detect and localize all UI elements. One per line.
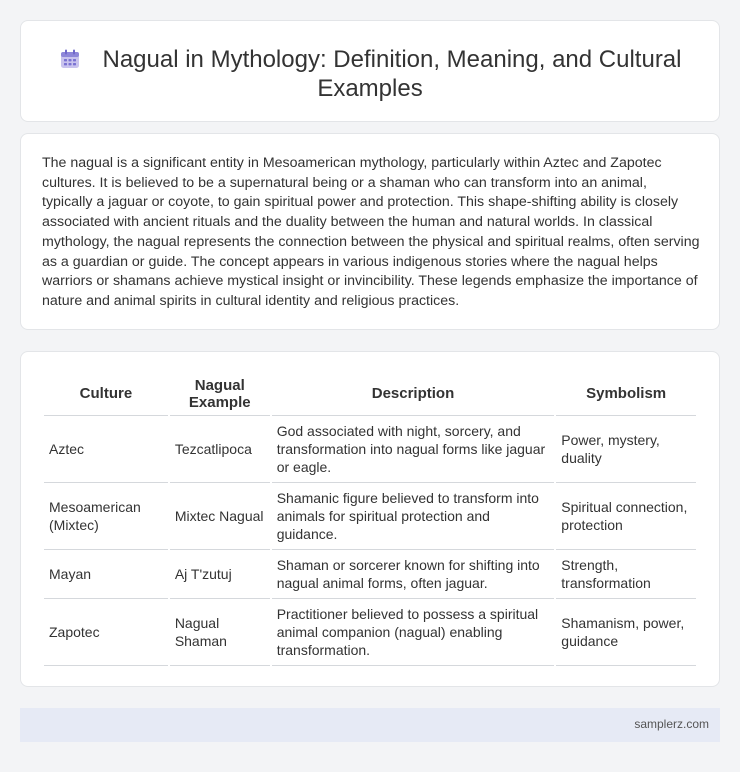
nagual-table: [42, 372, 698, 666]
table-card: [20, 351, 720, 687]
cell-example: Tezcatlipoca: [170, 416, 270, 483]
cell-culture: Aztec: [44, 416, 168, 483]
cell-description: Practitioner believed to possess a spiritual animal companion (nagual) enabling transformation.: [272, 599, 555, 666]
table-header-row: [44, 372, 696, 416]
cell-symbolism: Shamanism, power, guidance: [556, 599, 696, 666]
calendar-icon: [59, 48, 81, 70]
table-row: [44, 483, 696, 550]
intro-paragraph: The nagual is a significant entity in Mesoamerican mythology, particularly within Aztec and Zapotec cultures. It is believed to be a supernatural being or a shaman who can transform into an animal, typically a jaguar or coyote, to gain spiritual power and protection. This shape-shifting ability is closely associated with ancient rituals and the duality between the human and natural worlds. In classical mythology, the nagual represents the connection between the physical and spiritual realms, often serving as a guardian or guide. The concept appears in various indigenous stories where the nagual helps warriors or shamans achieve mystical insight or invincibility. These legends emphasize the importance of nature and animal spirits in cultural identity and religious practices.: [42, 155, 700, 309]
intro-card: [20, 133, 720, 330]
title-card: [20, 20, 720, 122]
page-title: Nagual in Mythology: Definition, Meaning, and Cultural Examples: [102, 46, 682, 102]
table-row: [44, 550, 696, 599]
header-symbolism: Symbolism: [556, 372, 696, 416]
table-row: [44, 416, 696, 483]
header-culture: Culture: [44, 372, 168, 416]
cell-description: Shamanic figure believed to transform into animals for spiritual protection and guidance.: [272, 483, 555, 550]
page-title-wrap: [21, 45, 719, 103]
cell-culture: Mayan: [44, 550, 168, 599]
cell-culture: Mesoamerican (Mixtec): [44, 483, 168, 550]
cell-symbolism: Spiritual connection, protection: [556, 483, 696, 550]
cell-example: Aj T'zutuj: [170, 550, 270, 599]
cell-description: Shaman or sorcerer known for shifting into nagual animal forms, often jaguar.: [272, 550, 555, 599]
cell-symbolism: Strength, transformation: [556, 550, 696, 599]
cell-example: Nagual Shaman: [170, 599, 270, 666]
cell-symbolism: Power, mystery, duality: [556, 416, 696, 483]
footer-site-link[interactable]: samplerz.com: [634, 717, 709, 731]
header-description: Description: [272, 372, 555, 416]
table-row: [44, 599, 696, 666]
header-nagual-example: Nagual Example: [170, 372, 270, 416]
cell-culture: Zapotec: [44, 599, 168, 666]
cell-example: Mixtec Nagual: [170, 483, 270, 550]
cell-description: God associated with night, sorcery, and transformation into nagual forms like jaguar or eagle.: [272, 416, 555, 483]
footer-bar: [20, 708, 720, 742]
